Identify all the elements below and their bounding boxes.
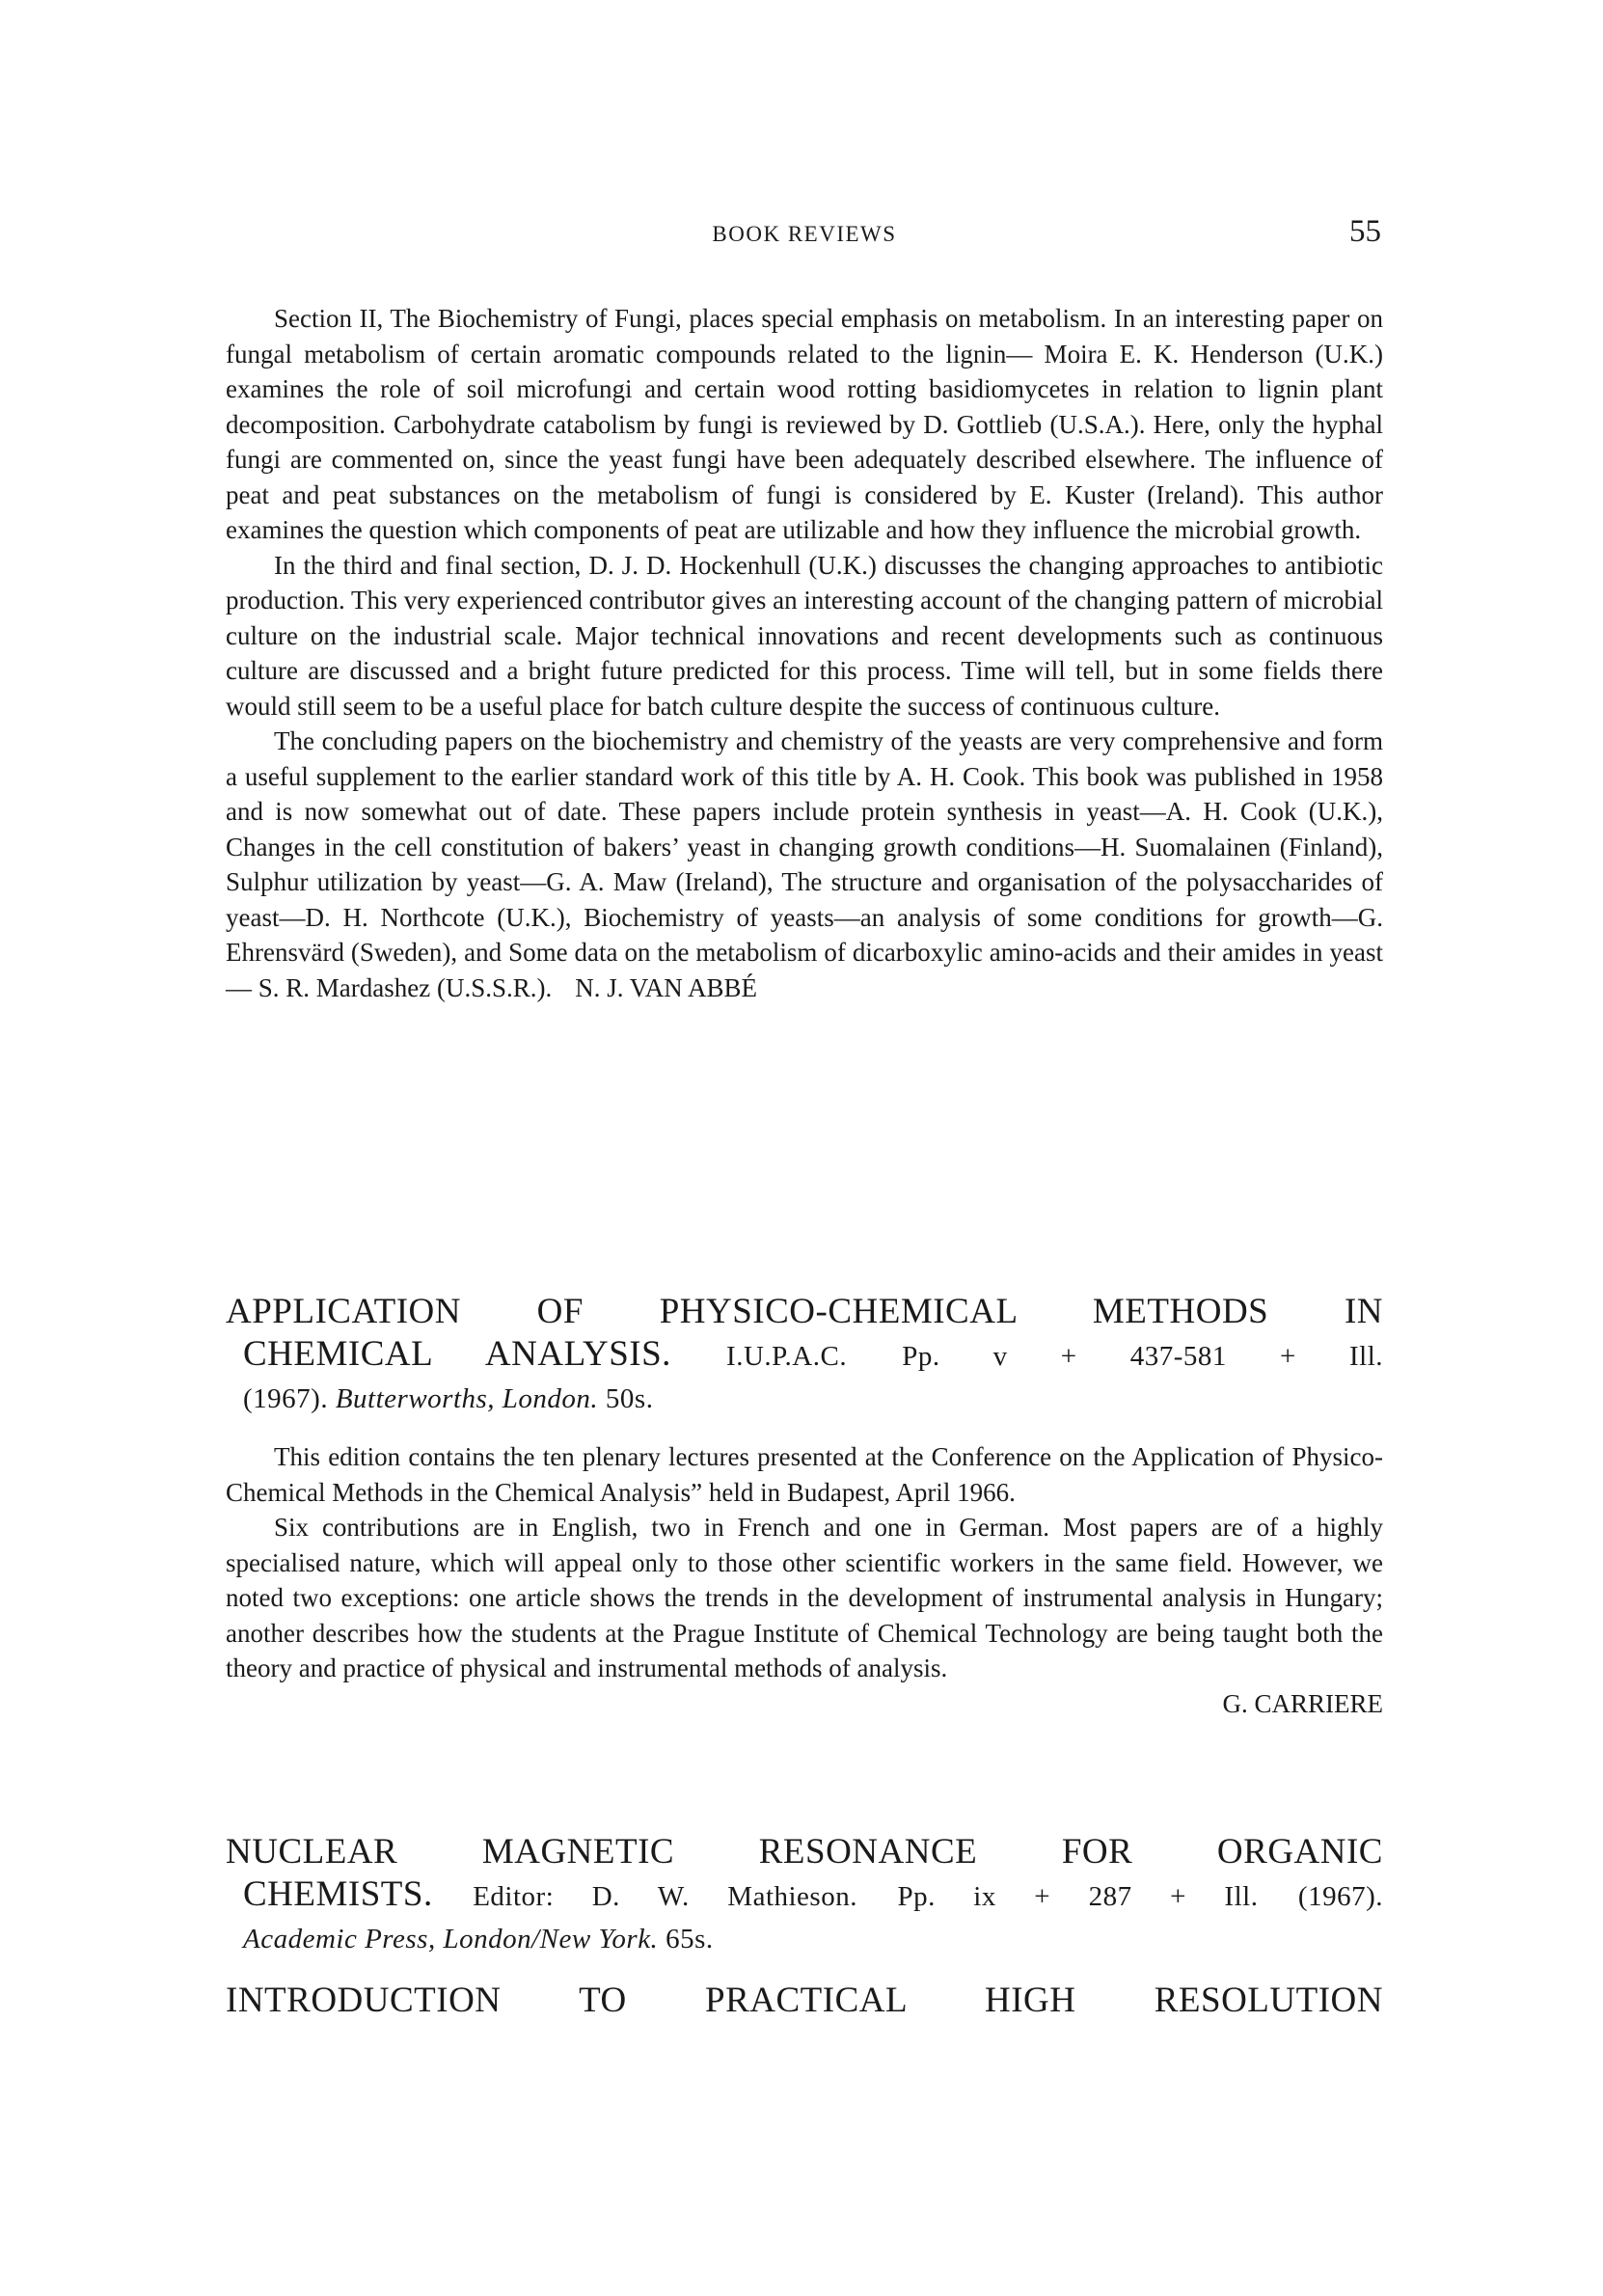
publication-info [226,1918,1383,1960]
book-title-line: APPLICATION OF PHYSICO-CHEMICAL METHODS IN [226,1292,1383,1331]
paragraph: In the third and final section, D. J. D. Hockenhull (U.K.) discusses the changing approaches to antibiotic production. This very experienced contributor gives an interesting account of the changing pattern of microbial culture on the industrial scale. Major technical innovations and recent developments such as continuous culture are discussed and a bright future predicted for this process. Time will tell, but in some fields there would still seem to be a useful place for batch culture despite the success of continuous culture. [226,550,1383,721]
book-title-line [226,1873,1383,1918]
review-body-physico-chemical [226,1439,1383,1721]
book-title-line: INTRODUCTION TO PRACTICAL HIGH RESOLUTION [226,1981,1383,2020]
running-head [226,214,1383,253]
year: (1967). [243,1383,329,1414]
review-heading-high-resolution [226,1980,1383,2022]
book-title-continued: CHEMISTS. [243,1874,433,1914]
editor: Editor: D. W. Mathieson. [473,1881,857,1912]
book-title-line: NUCLEAR MAGNETIC RESONANCE FOR ORGANIC [226,1832,1383,1872]
paragraph [226,724,1383,1005]
page-number: 55 [1349,214,1381,249]
paragraph: Six contributions are in English, two in French and one in German. Most papers are of a highly specialised nature, which will appeal only to those other scientific workers in the same field. However, we noted two exceptions: one article shows the trends in the development of instrumental analysis in Hungary; another describes how the students at the Prague Institute of Chemical Technology are being taught both the theory and practice of physical and instrumental methods of analysis. [226,1513,1383,1682]
organization: I.U.P.A.C. [726,1341,848,1372]
paragraph-text: The concluding papers on the biochemistry and chemistry of the yeasts are very comprehensive and form a useful supplement to the earlier standard work of this title by A. H. Cook. This book was published in 1958 and is now somewhat out of date. These papers include protein synthesis in yeast—A. H. Cook (U.K.), Changes in the cell constitution of bakers’ yeast in changing growth conditions—H. Suomalainen (Finland), Sulphur utilization by yeast—G. A. Maw (Ireland), The structure and organisation of the polysaccharides of yeast—D. H. Northcote (U.K.), Biochemistry of yeasts—an analysis of some conditions for growth—G. Ehrensvärd (Sweden), and Some data on the metabolism of dicarboxylic amino-acids and their amides in yeast— S. R. Mardashez (U.S.S.R.). [226,726,1383,1002]
review-heading-nmr [226,1831,1383,1960]
price: 65s. [666,1924,714,1954]
publisher: Academic Press, London/New York. [243,1924,659,1954]
price: 50s. [605,1383,654,1414]
review-continued-section [226,301,1383,1005]
paragraph: This edition contains the ten plenary lectures presented at the Conference on the Application of Physico-Chemical Methods in the Chemical Analysis” held in Budapest, April 1966. [226,1442,1383,1507]
paragraph: Section II, The Biochemistry of Fungi, places special emphasis on metabolism. In an interesting paper on fungal metabolism of certain aromatic compounds related to the lignin— Moira E. K. Henderson (U.K.) examines the role of soil microfungi and certain wood rotting basidiomycetes in relation to lignin plant decomposition. Carbohydrate catabolism by fungi is reviewed by D. Gottlieb (U.S.A.). Here, only the hyphal fungi are commented on, since the yeast fungi have been adequately described elsewhere. The influence of peat and peat substances on the metabolism of fungi is considered by E. Kuster (Ireland). This author examines the question which components of peat are utilizable and how they influence the microbial growth. [226,304,1383,544]
book-title-line [226,1333,1383,1378]
reviewer-signature: N. J. VAN ABBÉ [575,972,758,1002]
running-title: BOOK REVIEWS [712,222,897,246]
review-heading-physico-chemical [226,1291,1383,1420]
year: (1967). [1297,1881,1383,1912]
book-title-continued: CHEMICAL ANALYSIS. [243,1334,671,1374]
page-count: Pp. v + 437-581 + Ill. [902,1341,1383,1372]
page-count: Pp. ix + 287 + Ill. [897,1881,1259,1912]
publication-info [226,1378,1383,1420]
reviewer-signature: G. CARRIERE [1222,1688,1383,1718]
publisher: Butterworths, London. [335,1383,599,1414]
